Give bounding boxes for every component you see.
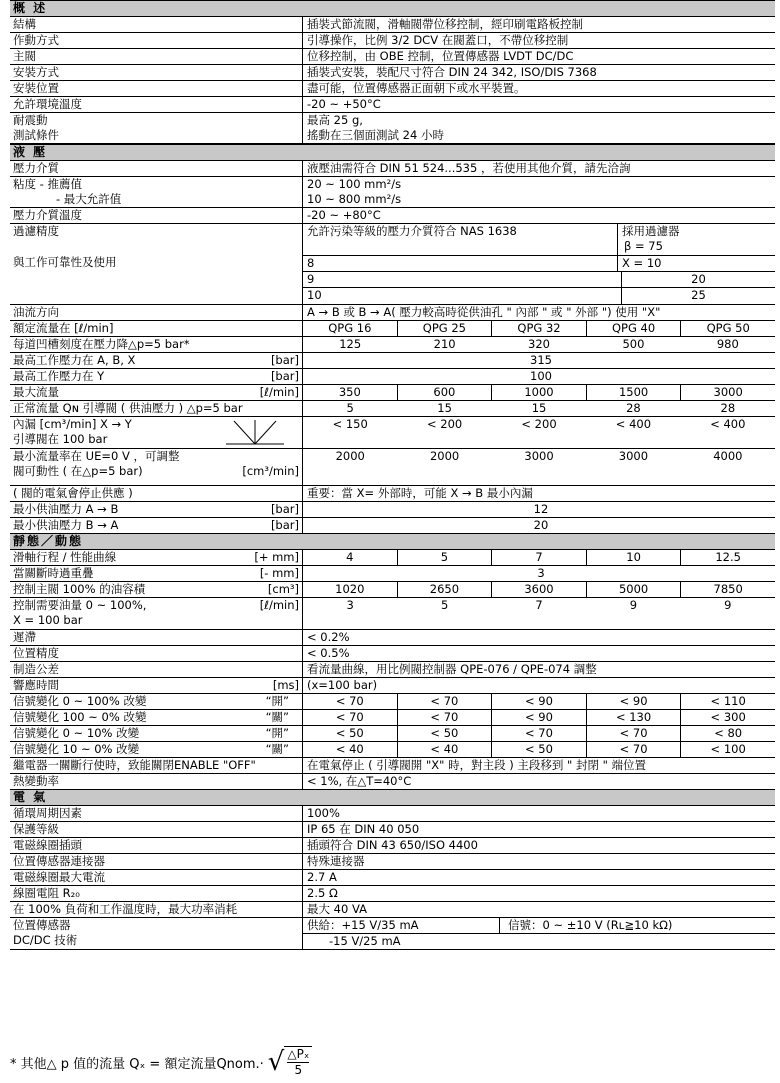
rated-flow-row: 額定流量在 [ℓ/min] QPG 16 QPG 25 QPG 32 QPG 40 QPG 50 (10, 321, 775, 337)
sensor-row: 位置傳感器 DC/DC 技術 供給：+15 V/35 mA 信號：0 ~ ±10 V (Rʟ≧10 kΩ) -15 V/25 mA (10, 918, 775, 950)
overview-value: 插裝式節流閥，滑軸閥帶位移控制，經印刷電路板控制 (307, 17, 583, 31)
overview-label: 作動方式 (10, 33, 303, 48)
signal-cell: < 300 (710, 710, 746, 724)
x-20: 20 (621, 272, 775, 287)
signal-state: “開” (265, 726, 289, 740)
sensor-signal: 信號：0 ~ ±10 V (Rʟ≧10 kΩ) (508, 918, 673, 932)
electrical-row (10, 822, 775, 838)
hysteresis-row: 遲滯 < 0.2% (10, 630, 775, 646)
filter-block (10, 224, 775, 305)
overview-label: 安裝方式 (10, 65, 303, 80)
viscosity-row: 粘度 - 推薦值 20 ~ 100 mm²/s (10, 177, 775, 192)
electrical-row (10, 886, 775, 902)
groove-row: 每道凹槽刻度在壓力降△p=5 bar* 125 210 320 500 980 (10, 337, 775, 353)
need-cell: 5 (440, 598, 449, 612)
signal-text: 信號變化 100 ~ 0% 改變 (13, 710, 147, 724)
overview-label: 主閥 (10, 49, 303, 64)
signal-cell: < 130 (587, 710, 682, 725)
signal-values (303, 710, 775, 725)
electrical-label: 循環周期因素 (10, 806, 303, 821)
signal-cell: < 70 (492, 726, 587, 741)
electrical-row (10, 902, 775, 918)
nas-8: 8 (307, 256, 315, 271)
groove-cell: 320 (528, 337, 550, 351)
need-cell: 3 (346, 598, 354, 612)
x-10: X = 10 (617, 256, 775, 271)
leak-symbol-icon (226, 418, 286, 446)
qn-cell: 15 (437, 401, 452, 415)
filter-text: 允許污染等級的壓力介質符合 NAS 1638 (307, 224, 517, 238)
need-cell: 9 (629, 598, 638, 612)
overview-row (10, 128, 775, 144)
electrical-value: 2.5 Ω (307, 886, 338, 900)
section-hydraulic: 液 壓 (10, 144, 775, 161)
flow-direction-row: 油流方向 A → B 或 B → A( 壓力較高時從供油孔 " 內部 " 或 " 外部 ") 使用 "X" (10, 305, 775, 321)
leak-cell: < 200 (426, 417, 463, 431)
electrical-label: 電磁線圈插頭 (10, 838, 303, 853)
footnote-num: △Pₓ (287, 1047, 310, 1061)
volume-row: 控制主閥 100% 的油容積 [cm³] 1020 2650 3600 5000 7850 (10, 582, 775, 598)
qn-row: 正常流量 Qɴ 引導閥 ( 供油壓力 ) △p=5 bar 5 15 15 28 28 (10, 401, 775, 417)
filter-head: 採用過濾器 (622, 224, 680, 238)
signal-cell: < 70 (303, 694, 398, 709)
signal-cell: < 100 (710, 742, 746, 756)
nas-9: 9 (307, 272, 315, 287)
signal-row (10, 742, 775, 758)
qmax-cell: 1000 (492, 385, 587, 400)
groove-cell: 210 (433, 337, 456, 351)
signal-cell: < 70 (398, 710, 493, 725)
electrical-value: IP 65 在 DIN 40 050 (307, 822, 420, 836)
minflow-row: 最小流量率在 UE=0 V ，可調整 閥可動性 ( 在△p=5 bar) [cm³/min] 2000 2000 3000 3000 4000 (10, 449, 775, 485)
signal-text: 信號變化 10 ~ 0% 改變 (13, 742, 140, 756)
stroke-cell: 7 (492, 550, 587, 565)
electrical-value: 特殊連接器 (307, 854, 365, 868)
signal-cell: < 70 (587, 726, 682, 741)
electrical-label: 電磁線圈最大電流 (10, 870, 303, 885)
signal-cell: < 90 (492, 710, 587, 725)
overview-label: 安裝位置 (10, 81, 303, 96)
minflow-cell: 2000 (429, 449, 460, 463)
overview-row (10, 33, 775, 49)
signal-cell: < 50 (303, 726, 398, 741)
electrical-value: 最大 40 VA (307, 902, 367, 916)
minsup-ab-row: 最小供油壓力 A → B [bar] 12 (10, 502, 775, 518)
electrical-label: 保護等級 (10, 822, 303, 837)
signal-state: “關” (265, 710, 289, 724)
vol-cell: 1020 (303, 582, 398, 597)
section-static-dynamic: 靜態／動態 (10, 533, 775, 550)
x-25: 25 (621, 288, 775, 304)
signal-text: 信號變化 0 ~ 100% 改變 (13, 694, 147, 708)
qmax-cell: 1500 (587, 385, 682, 400)
signal-cell: < 40 (398, 742, 493, 757)
overlap-row: 當關斷時過重疊 [- mm] 3 (10, 566, 775, 582)
overview-row (10, 97, 775, 113)
qmax-cell: 600 (398, 385, 493, 400)
signal-values (303, 742, 775, 757)
qmax-cell: 3000 (713, 385, 743, 399)
qn-cell: 5 (346, 401, 354, 415)
electrical-row (10, 870, 775, 886)
electrical-label: 線圈電阻 R₂₀ (10, 886, 303, 901)
groove-cell: 125 (339, 337, 362, 351)
vol-cell: 2650 (398, 582, 493, 597)
electrical-value: 100% (307, 806, 340, 820)
medium-row: 壓力介質 液壓油需符合 DIN 51 524...535 ，若使用其他介質，請先洽詢 (10, 161, 775, 177)
need-row: 控制需要油量 0 ~ 100%, [ℓ/min] X = 100 bar 3 5 7 9 9 (10, 598, 775, 630)
signal-state: “開” (265, 694, 289, 708)
footnote-text: * 其他△ p 值的流量 Qₓ = 額定流量Qnom.· (10, 1056, 264, 1072)
signal-row (10, 710, 775, 726)
signal-label (10, 694, 303, 709)
signal-label (10, 726, 303, 741)
need-cell: 9 (724, 598, 732, 612)
overview-value: 插裝式安裝，裝配尺寸符合 DIN 24 342, ISO/DIS 7368 (307, 65, 597, 79)
electrical-label: 位置傳感器連接器 (10, 854, 303, 869)
minflow-cell: 4000 (713, 449, 743, 463)
signal-label (10, 742, 303, 757)
stroke-cell: 10 (587, 550, 682, 565)
qmax-cell: 350 (303, 385, 398, 400)
signal-cell: < 90 (492, 694, 587, 709)
signal-cell: < 70 (398, 694, 493, 709)
signal-cell: < 50 (492, 742, 587, 757)
models-cell: QPG 32 (492, 321, 587, 336)
overview-value: 盡可能，位置傳感器正面朝下或水平裝置。 (307, 81, 526, 95)
signal-cell: < 90 (587, 694, 682, 709)
signal-values (303, 694, 775, 709)
leak-cell: < 150 (332, 417, 368, 431)
signal-cell: < 70 (303, 710, 398, 725)
electrical-row (10, 838, 775, 854)
models-cell: QPG 50 (706, 321, 750, 335)
leak-cell: < 400 (615, 417, 652, 431)
medium-temp-row: 壓力介質溫度 -20 ~ +80°C (10, 208, 775, 224)
overview-value: 引導操作，比例 3/2 DCV 在閥蓋口，不帶位移控制 (307, 33, 569, 47)
drift-row: 熱變動率 < 1%, 在△T=40°C (10, 774, 775, 789)
signal-label (10, 710, 303, 725)
signal-text: 信號變化 0 ~ 10% 改變 (13, 726, 140, 740)
need-cell: 7 (535, 598, 543, 612)
signal-values (303, 726, 775, 741)
nas-10: 10 (307, 288, 322, 303)
beta-value: β = 75 (624, 239, 663, 253)
stroke-cell: 4 (303, 550, 398, 565)
leak-cell: < 200 (521, 417, 557, 431)
vol-cell: 7850 (713, 582, 743, 596)
position-accuracy-row: 位置精度 < 0.5% (10, 646, 775, 662)
models-cell: QPG 25 (398, 321, 493, 336)
overview-row (10, 81, 775, 97)
minflow-cell: 3000 (618, 449, 649, 463)
overview-label: 允許環境溫度 (10, 97, 303, 112)
signal-row (10, 726, 775, 742)
response-row: 響應時間 [ms] (x=100 bar) (10, 678, 775, 694)
overview-label: 測試條件 (10, 128, 303, 143)
qn-cell: 15 (531, 401, 547, 415)
models-cell: QPG 16 (303, 321, 398, 336)
sensor-supply: 供給：+15 V/35 mA (303, 918, 500, 933)
leak-row: 內漏 [cm³/min] X → Y 引導閥在 100 bar < 150 < 200 < 200 < 400 < 400 (10, 417, 775, 449)
overview-row (10, 17, 775, 33)
groove-cell: 500 (622, 337, 645, 351)
viscosity-max-row: - 最大允許值 10 ~ 800 mm²/s (10, 192, 775, 208)
signal-cell: < 80 (714, 726, 743, 740)
relay-row: 繼電器一關斷行使時，致能關閉ENABLE "OFF" 在電氣停止 ( 引導閥開 "X" 時，對主段 ) 主段移到 " 封閉 " 端位置 (10, 758, 775, 774)
section-overview: 概 述 (10, 0, 775, 17)
minflow-cell: 2000 (335, 449, 365, 463)
footnote-formula (10, 1046, 312, 1078)
spec-table (10, 0, 775, 950)
overview-value: -20 ~ +50°C (307, 97, 381, 111)
signal-cell: < 110 (710, 694, 746, 708)
section-electrical: 電 氣 (10, 789, 775, 806)
signal-row (10, 694, 775, 710)
overview-row (10, 49, 775, 65)
sensor-supply-2: -15 V/25 mA (329, 934, 401, 948)
models-cell: QPG 40 (587, 321, 682, 336)
stroke-cell: 12.5 (715, 550, 741, 564)
minflow-cell: 3000 (524, 449, 554, 463)
pmax-y-row: 最高工作壓力在 Y [bar] 100 (10, 369, 775, 385)
vol-cell: 3600 (492, 582, 587, 597)
electrical-label: 在 100% 負荷和工作溫度時，最大功率消耗 (10, 902, 303, 917)
signal-state: “關” (265, 742, 289, 756)
filter-label: 過濾精度 (13, 224, 59, 238)
stop-row: ( 閥的電氣會停止供應 ) 重要：當 X= 外部時，可能 X → B 最小內漏 (10, 485, 775, 502)
pmax-abx-row: 最高工作壓力在 A, B, X [bar] 315 (10, 353, 775, 369)
signal-cell: < 70 (587, 742, 682, 757)
footnote-den: 5 (294, 1063, 303, 1077)
qmax-row: 最大流量 [ℓ/min] 350 600 1000 1500 3000 (10, 385, 775, 401)
qn-cell: 28 (626, 401, 641, 415)
vol-cell: 5000 (587, 582, 682, 597)
overview-label: 結構 (10, 17, 303, 32)
electrical-row (10, 806, 775, 822)
minsup-ba-row: 最小供油壓力 B → A [bar] 20 (10, 518, 775, 533)
overview-value: 最高 25 g, (307, 113, 363, 127)
overview-row (10, 113, 775, 128)
tolerance-row: 制造公差 看流量曲線，用比例閥控制器 QPE-076 / QPE-074 調整 (10, 662, 775, 678)
electrical-value: 2.7 A (307, 870, 337, 884)
electrical-value: 插頭符合 DIN 43 650/ISO 4400 (307, 838, 478, 852)
overview-row (10, 65, 775, 81)
groove-cell: 980 (716, 337, 739, 351)
stroke-cell: 5 (398, 550, 493, 565)
filter-label-2: 與工作可靠性及使用 (13, 255, 117, 269)
overview-label: 耐震動 (10, 113, 303, 128)
overview-value: 位移控制，由 OBE 控制，位置傳感器 LVDT DC/DC (307, 49, 574, 63)
stroke-row: 滑軸行程 / 性能曲線 [+ mm] 4 5 7 10 12.5 (10, 550, 775, 566)
leak-cell: < 400 (710, 417, 746, 431)
overview-value: 搖動在三個面測試 24 小時 (307, 128, 444, 142)
qn-cell: 28 (720, 401, 736, 415)
sqrt-icon: √ (267, 1047, 285, 1077)
signal-cell: < 40 (303, 742, 398, 757)
electrical-row (10, 854, 775, 870)
signal-cell: < 50 (398, 726, 493, 741)
